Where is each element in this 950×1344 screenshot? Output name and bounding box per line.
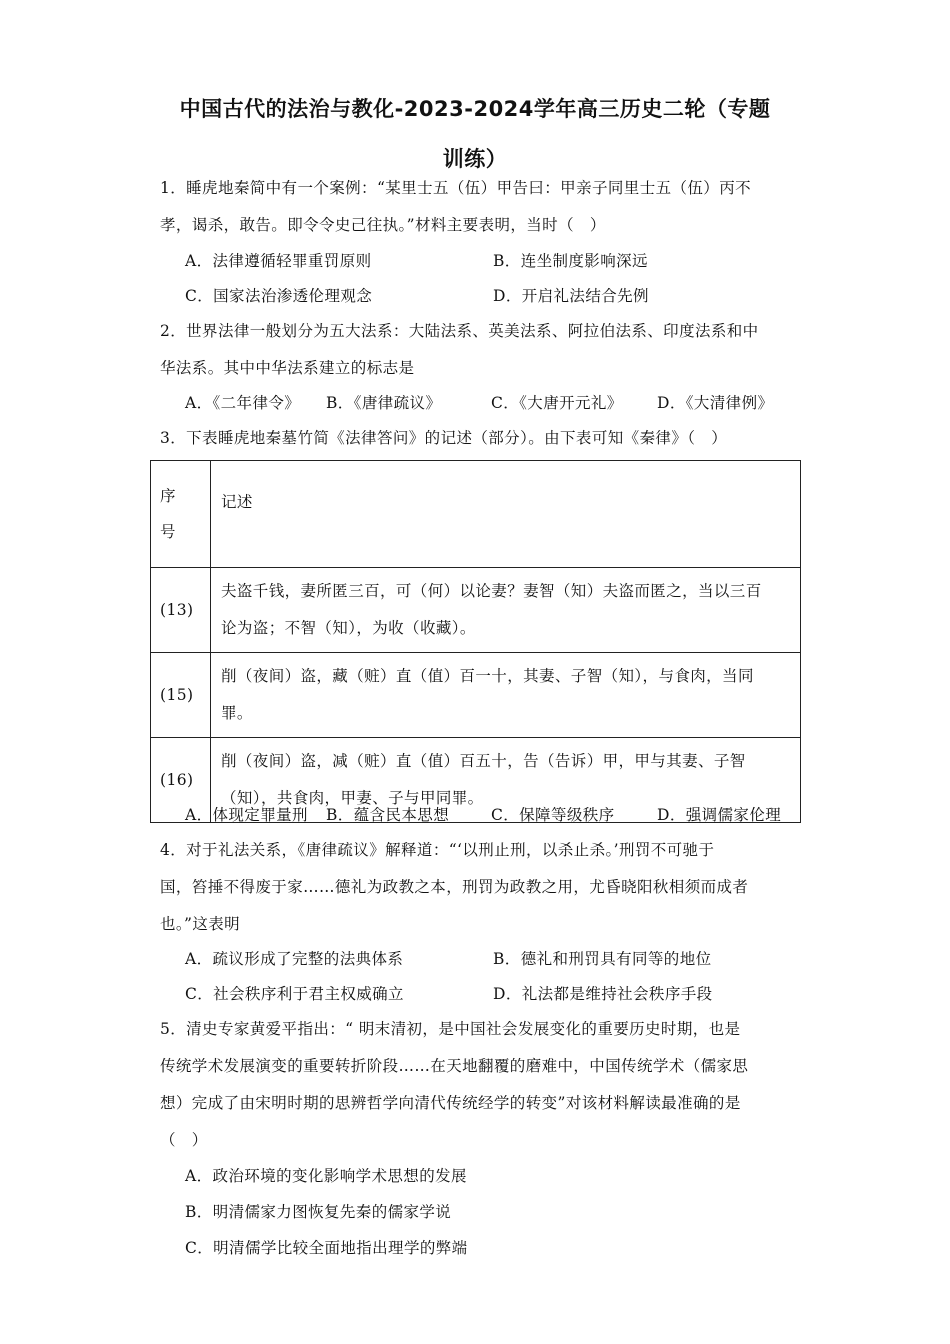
title-line-1: 中国古代的法治与教化-2023-2024学年高三历史二轮（专题 xyxy=(179,97,771,121)
q2-option-b: B．《唐律疏议》 xyxy=(326,394,442,412)
row-16-line-2: （知），共食肉，甲妻、子与甲同罪。 xyxy=(221,789,484,807)
table-row-text xyxy=(211,653,801,738)
q1-option-c: C．国家法治渗透伦理观念 xyxy=(185,287,373,305)
header-desc-text: 记述 xyxy=(221,493,253,511)
q1-stem-line-1: 1．睡虎地秦简中有一个案例：“某里士五（伍）甲告曰：甲亲子同里士五（伍）丙不 xyxy=(160,179,751,197)
q1-option-b: B．连坐制度影响深远 xyxy=(493,252,648,270)
header-seq-line-1: 序 xyxy=(160,487,176,505)
table-row-num: (13) xyxy=(151,568,211,653)
q5-option-a: A．政治环境的变化影响学术思想的发展 xyxy=(185,1167,467,1185)
q5-option-c: C．明清儒学比较全面地指出理学的弊端 xyxy=(185,1239,468,1257)
q5-stem-line-4: （ ） xyxy=(160,1131,208,1149)
q2-stem-line-1: 2．世界法律一般划分为五大法系：大陆法系、英美法系、阿拉伯法系、印度法系和中 xyxy=(160,322,759,340)
q3-option-b: B．蕴含民本思想 xyxy=(326,806,450,824)
row-16-line-1: 削（夜间）盗，减（赃）直（值）百五十，告（告诉）甲，甲与其妻、子智 xyxy=(221,752,746,770)
table-header-seq xyxy=(151,461,211,568)
q4-option-a: A．疏议形成了完整的法典体系 xyxy=(185,950,404,968)
q1-stem-line-2: 孝，谒杀，敢告。即令令史己往执。”材料主要表明，当时（ ） xyxy=(160,216,606,234)
q4-option-b: B．德礼和刑罚具有同等的地位 xyxy=(493,950,712,968)
q4-option-c: C．社会秩序利于君主权威确立 xyxy=(185,985,404,1003)
table-row xyxy=(151,568,801,653)
q4-stem-line-2: 国，笞捶不得废于家……德礼为政教之本，刑罚为政教之用，尤昏晓阳秋相须而成者 xyxy=(160,878,749,896)
q5-stem-line-1: 5．清史专家黄爱平指出：“ 明末清初，是中国社会发展变化的重要历史时期，也是 xyxy=(160,1020,741,1038)
q5-stem-line-2: 传统学术发展演变的重要转折阶段……在天地翻覆的磨难中，中国传统学术（儒家思 xyxy=(160,1057,749,1075)
row-15-line-1: 削（夜间）盗，藏（赃）直（值）百一十，其妻、子智（知），与食肉，当同 xyxy=(221,667,754,685)
q2-option-c: C．《大唐开元礼》 xyxy=(491,394,623,412)
q3-option-a: A．体现定罪量刑 xyxy=(185,806,308,824)
q4-option-d: D．礼法都是维持社会秩序手段 xyxy=(493,985,713,1003)
title-line-2: 训练） xyxy=(442,147,508,171)
row-13-line-1: 夫盗千钱，妻所匿三百，可（何）以论妻？妻智（知）夫盗而匿之，当以三百 xyxy=(221,582,762,600)
q2-option-a: A．《二年律令》 xyxy=(185,394,301,412)
q3-table xyxy=(150,460,801,823)
header-seq-line-2: 号 xyxy=(160,523,176,541)
table-header-row xyxy=(151,461,801,568)
q3-stem: 3．下表睡虎地秦墓竹简《法律答问》的记述（部分）。由下表可知《秦律》（ ） xyxy=(160,429,728,447)
table-row xyxy=(151,653,801,738)
q4-stem-line-1: 4．对于礼法关系，《唐律疏议》解释道：“‘以刑止刑，以杀止杀。’刑罚不可驰于 xyxy=(160,841,715,859)
table-row-num: (16) xyxy=(151,738,211,823)
q5-stem-line-3: 想）完成了由宋明时期的思辨哲学向清代传统经学的转变”对该材料解读最准确的是 xyxy=(160,1094,741,1112)
q3-option-c: C．保障等级秩序 xyxy=(491,806,615,824)
q5-option-b: B．明清儒家力图恢复先秦的儒家学说 xyxy=(185,1203,452,1221)
table-row-text xyxy=(211,568,801,653)
q2-stem-line-2: 华法系。其中中华法系建立的标志是 xyxy=(160,359,415,377)
table-row-num: (15) xyxy=(151,653,211,738)
table-header-desc xyxy=(211,461,801,568)
q2-option-d: D．《大清律例》 xyxy=(657,394,774,412)
row-13-line-2: 论为盗；不智（知），为收（收藏）。 xyxy=(221,619,476,637)
q1-option-d: D．开启礼法结合先例 xyxy=(493,287,649,305)
row-15-line-2: 罪。 xyxy=(221,704,253,722)
q1-option-a: A．法律遵循轻罪重罚原则 xyxy=(185,252,372,270)
q4-stem-line-3: 也。”这表明 xyxy=(160,915,241,933)
q3-option-d: D．强调儒家伦理 xyxy=(657,806,782,824)
page-title xyxy=(160,84,790,184)
